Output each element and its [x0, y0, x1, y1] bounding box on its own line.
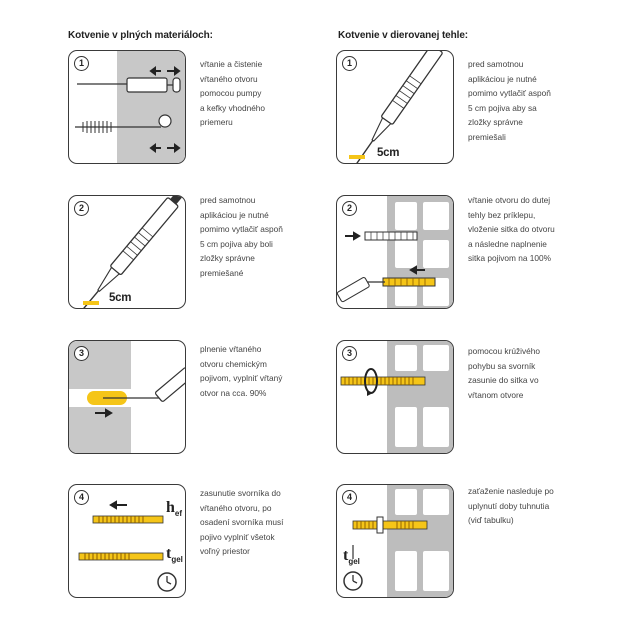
solid-step-1-panel	[68, 50, 186, 164]
hollow-step-1-text: pred samotnou aplikáciou je nutné pomimo vytlačiť aspoň 5 cm pojiva aby sa zložky správne premiešali	[468, 59, 551, 142]
embedment-depth-symbol: $h_{ef}$	[166, 499, 183, 519]
solid-step-3-text: plnenie vŕtaného otvoru chemickým pojivom, vyplniť vŕtaný otvor na cca. 90%	[200, 344, 283, 398]
step-number-badge: 4	[74, 490, 89, 505]
clock-icon	[158, 573, 176, 591]
step-number-badge: 1	[342, 56, 357, 71]
step-number-badge: 3	[342, 346, 357, 361]
solid-step-2-text: pred samotnou aplikáciou je nutné pomimo vytlačiť aspoň 5 cm pojiva aby boli zložky správne premiešané	[200, 195, 283, 278]
gel-time-symbol: $t_{gel}$	[343, 547, 360, 567]
hollow-step-4-panel	[336, 484, 454, 598]
gel-time-symbol: $t_{gel}$	[166, 545, 183, 565]
step-number-badge: 4	[342, 490, 357, 505]
hollow-step-4-text: zaťaženie nasleduje po uplynutí doby tuhnutia (viď tabulku)	[468, 486, 554, 526]
hollow-step-2-text: vŕtanie otvoru do dutej tehly bez príklepu, vloženie sitka do otvoru a následne naplnenie sitka pojivom na 100%	[468, 195, 555, 264]
step-number-badge: 1	[74, 56, 89, 71]
hollow-step-1-panel	[336, 50, 454, 164]
five-cm-label: 5cm	[377, 147, 400, 159]
heading-hollow-brick: Kotvenie v dierovanej tehle:	[338, 30, 469, 41]
step-number-badge: 2	[342, 201, 357, 216]
solid-step-2-panel	[68, 195, 186, 309]
hollow-step-3-text: pomocou krúživého pohybu sa svorník zasunie do sitka vo vŕtanom otvore	[468, 346, 540, 400]
solid-step-4-panel	[68, 484, 186, 598]
clock-icon	[344, 572, 362, 590]
heading-solid-materials: Kotvenie v plných materiáloch:	[68, 30, 213, 41]
hollow-step-3-panel	[336, 340, 454, 454]
hollow-step-2-panel	[336, 195, 454, 309]
solid-step-3-panel	[68, 340, 186, 454]
solid-step-1-text: vŕtanie a čistenie vŕtaného otvoru pomocou pumpy a kefky vhodného priemeru	[200, 59, 266, 128]
step-number-badge: 3	[74, 346, 89, 361]
solid-step-4-text: zasunutie svorníka do vŕtaného otvoru, po osadení svorníka musí pojivo vyplniť všetok voľný priestor	[200, 488, 284, 557]
five-cm-label: 5cm	[109, 292, 132, 304]
step-number-badge: 2	[74, 201, 89, 216]
